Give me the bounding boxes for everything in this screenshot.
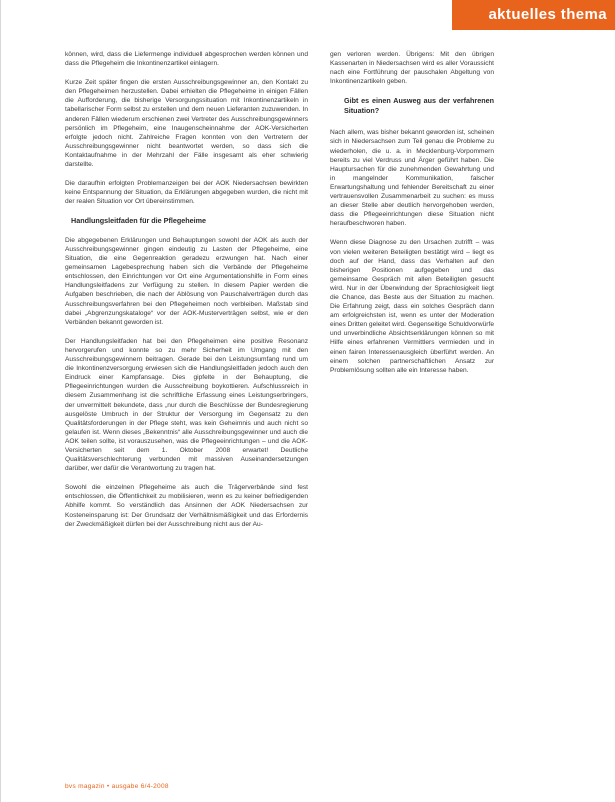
page-edge	[0, 0, 1, 802]
paragraph: Die abgegebenen Erklärungen und Behauptungen sowohl der AOK als auch der Ausschreibungsgewinner gingen eindeutig zu Lasten der Pflegeheime, eine Situation, die eine Gegenreaktion geradezu erzwungen hat. Nach einer gemeinsamen Lagebesprechung haben sich die Verbände der Pflegeheime entschlossen, den Einrichtungen vor Ort eine Argumentationshilfe in Form eines Handlungsleitfadens zur Verfügung zu stellen. In diesem Papier werden die Aufgaben beschrieben, die nach der Ablösung von Pauschalverträgen durch das Ausschreibungsverfahren bei den Pflegeheimen noch verbleiben. Maßstab sind dabei „Abgrenzungskataloge“ vor der AOK-Musterverträgen selbst, wie er den Verbänden bekannt geworden ist.	[65, 236, 308, 326]
right-text-column	[330, 50, 494, 385]
paragraph: Kurze Zeit später fingen die ersten Ausschreibungsgewinner an, den Kontakt zu den Pflegeheimen herzustellen. Dabei erhielten die Pflegeheime in einigen Fällen die Aufforderung, die bisherige Versorgungssituation mit Inkontinenzartikeln in tabellarischer Form selbst zu erstellen und dem neuen Lieferanten zuzuwenden. In anderen Fällen wiederum erschienen zwei Vertreter des Ausschreibungsgewinners persönlich im Pflegeheim, eine Inaugenscheinnahme der AOK-Versicherten erfolgte jedoch nicht. Zahlreiche Fragen konnten von den Vertretern der Ausschreibungsgewinner nicht beantwortet werden, so dass sich die Kontaktaufnahme in der Mehrzahl der Fälle insgesamt als eher schwierig darstellte.	[65, 79, 308, 169]
paragraph: Nach allem, was bisher bekannt geworden ist, scheinen sich in Niedersachsen zum Teil genau die Probleme zu wiederholen, die u. a. in Mecklenburg-Vorpommern bereits zu viel Verdruss und Ärger geführt haben. Die Hauptursachen für die zunehmenden Gewahrtung und in mangelnder Kommunikation, falscher Erwartungshaltung und fehlender Bereitschaft zu einer vertrauensvollen Zusammenarbeit zu suchen: es muss an dieser Stelle aber deutlich hervorgehoben werden, dass die Pflegeeinrichtungen diese Situation nicht heraufbeschworen haben.	[330, 129, 494, 228]
paragraph: Der Handlungsleitfaden hat bei den Pflegeheimen eine positive Resonanz hervorgerufen und konnte so zu mehr Sicherheit im Umgang mit den Ausschreibungsgewinnern beitragen. Gerade bei den Leistungsumfang rund um die Inkontinenzversorgung erwiesen sich die Handlungsleitfaden jedoch auch den Eindruck einer Kampfansage. Dies gipfelte in der Behauptung, die Pflegeeinrichtungen wurden die Ausschreibung boykottieren. Aufschlussreich in diesem Zusammenhang ist die schriftliche Erfassung eines Leistungserbringers, der unvermittelt bekundete, dass „nur durch die Beschlüsse der Bundesregierung ausgelöste Umbruch in der Struktur der Versorgung im Gegensatz zu den Qualitätsforderungen in der Pflege steht, was kein Geheimnis und auch nicht so gelaufen ist. Wenn dieses „Bekenntnis“ alle Ausschreibungsgewinner und auch die AOK teilen sollte, ist vorauszusehen, was die Pflegeeinrichtungen – und die AOK-Versicherten seit dem 1. Oktober 2008 erwartet! Deutliche Qualitätsverschlechterung verbunden mit massiven Auseinandersetzungen darüber, wer dafür die Verantwortung zu tragen hat.	[65, 337, 308, 473]
section-header-band	[452, 0, 615, 30]
page-footer: bvs magazin • ausgabe 6/4-2008	[65, 783, 169, 790]
section-title: aktuelles thema	[488, 6, 607, 23]
paragraph: Sowohl die einzelnen Pflegeheime als auch die Trägerverbände sind fest entschlossen, die Öffentlichkeit zu mobilisieren, wenn es zu keiner befriedigenden Abhilfe kommt. So verständlich das Ansinnen der AOK Niedersachsen zur Kosteneinsparung ist: Der Grundsatz der Verhältnismäßigkeit und das Erfordernis der Zweckmäßigkeit dürfen bei der Ausschreibung nicht aus der Au-	[65, 484, 308, 528]
left-text-column	[65, 50, 308, 539]
subheading: Gibt es einen Ausweg aus der verfahrenen Situation?	[344, 96, 494, 116]
paragraph: Die daraufhin erfolgten Problemanzeigen bei der AOK Niedersachsen bewirkten keine Entspannung der Situation, da Erklärungen abgegeben wurden, die nicht mit der realen Situation vor Ort übereinstimmen.	[65, 180, 308, 206]
subheading: Handlungsleitfaden für die Pflegeheime	[71, 216, 206, 226]
paragraph: Wenn diese Diagnose zu den Ursachen zutrifft – was von vielen weiteren Beteiligten bestätigt wird – liegt es doch auf der Hand, dass das Verhalten auf den bisherigen Positionen aufgegeben und das gemeinsame Gespräch mit allen Beteiligten gesucht wird. Nur in der Überwindung der Sprachlosigkeit liegt die Chance, das Beste aus der Situation zu machen. Die Erfahrung zeigt, dass ein solches Gespräch dann am erfolgreichsten ist, wenn es unter der Moderation eines Dritten geleitet wird. Gegenseitige Schuldvorwürfe und unverbindliche Absichtserklärungen können so mit Hilfe eines erfahrenen Vermittlers vermieden und in einen fairen Interessenausgleich überführt werden. An einem solchen partnerschaftlichen Ansatz zur Problemlösung sollten alle ein Interesse haben.	[330, 239, 494, 374]
paragraph: gen verloren werden. Übrigens: Mit den übrigen Kassenarten in Niedersachsen wird es aller Voraussicht nach eine Fortführung der pauschalen Abgeltung von Inkontinenzartikeln geben.	[330, 51, 494, 86]
paragraph: können, wird, dass die Liefermenge individuell abgesprochen werden können und dass die Pflegeheim die Inkontinenzartikel einlagern.	[65, 51, 308, 68]
